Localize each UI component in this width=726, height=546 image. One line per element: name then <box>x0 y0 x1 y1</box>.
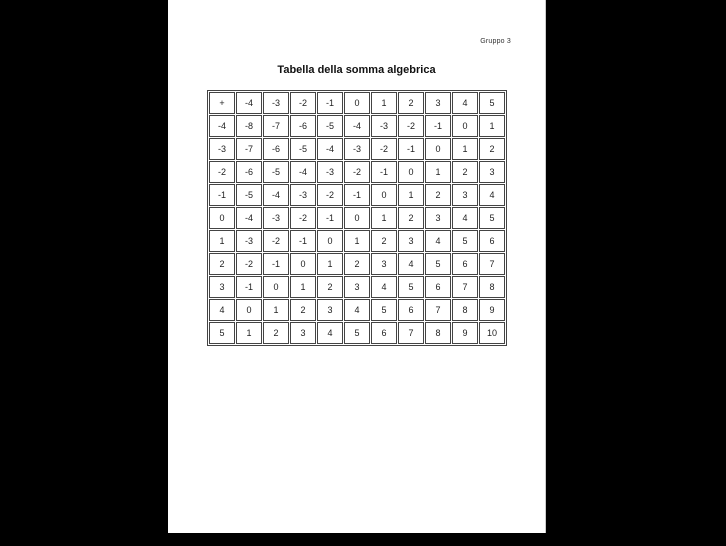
sum-cell: -6 <box>290 115 316 137</box>
sum-cell: 2 <box>452 161 478 183</box>
row-header-cell: 4 <box>209 299 235 321</box>
col-header-cell: -1 <box>317 92 343 114</box>
col-header-cell: 2 <box>398 92 424 114</box>
sum-cell: -7 <box>263 115 289 137</box>
table-row <box>209 322 505 344</box>
sum-cell: 0 <box>263 276 289 298</box>
sum-cell: 0 <box>398 161 424 183</box>
col-header-cell: -4 <box>236 92 262 114</box>
sum-cell: -2 <box>317 184 343 206</box>
sum-cell: 0 <box>344 207 370 229</box>
table-row <box>209 299 505 321</box>
sum-cell: -8 <box>236 115 262 137</box>
table-row <box>209 230 505 252</box>
sum-cell: -3 <box>290 184 316 206</box>
sum-cell: -4 <box>263 184 289 206</box>
sum-cell: 3 <box>317 299 343 321</box>
sum-cell: 9 <box>452 322 478 344</box>
sum-cell: 5 <box>425 253 451 275</box>
sum-cell: 4 <box>344 299 370 321</box>
sum-cell: 5 <box>398 276 424 298</box>
row-header-cell: -2 <box>209 161 235 183</box>
page-title: Tabella della somma algebrica <box>277 64 436 76</box>
sum-cell: 8 <box>425 322 451 344</box>
sum-cell: 3 <box>479 161 505 183</box>
row-header-cell: 3 <box>209 276 235 298</box>
sum-cell: -1 <box>290 230 316 252</box>
sum-cell: 9 <box>479 299 505 321</box>
sum-cell: 2 <box>479 138 505 160</box>
addition-table <box>207 90 507 346</box>
sum-cell: -3 <box>317 161 343 183</box>
sum-cell: 1 <box>371 207 397 229</box>
sum-cell: 2 <box>344 253 370 275</box>
sum-cell: -5 <box>290 138 316 160</box>
sum-cell: 7 <box>425 299 451 321</box>
col-header-cell: -3 <box>263 92 289 114</box>
sum-cell: 7 <box>479 253 505 275</box>
sum-cell: -6 <box>236 161 262 183</box>
addition-table-body <box>209 92 505 344</box>
table-header-row <box>209 92 505 114</box>
sum-cell: -5 <box>317 115 343 137</box>
sum-cell: 1 <box>290 276 316 298</box>
sum-cell: 3 <box>290 322 316 344</box>
sum-cell: 2 <box>425 184 451 206</box>
sum-cell: -1 <box>263 253 289 275</box>
sum-cell: 4 <box>371 276 397 298</box>
sum-cell: 2 <box>263 322 289 344</box>
sum-cell: 6 <box>398 299 424 321</box>
sum-cell: -1 <box>317 207 343 229</box>
corner-cell: + <box>209 92 235 114</box>
sum-cell: -3 <box>263 207 289 229</box>
sum-cell: -6 <box>263 138 289 160</box>
sum-cell: 2 <box>317 276 343 298</box>
sum-cell: 4 <box>398 253 424 275</box>
sum-cell: -3 <box>371 115 397 137</box>
sum-cell: 4 <box>479 184 505 206</box>
sum-cell: 6 <box>452 253 478 275</box>
sum-cell: 1 <box>425 161 451 183</box>
sum-cell: 1 <box>317 253 343 275</box>
sum-cell: -4 <box>344 115 370 137</box>
row-header-cell: 1 <box>209 230 235 252</box>
col-header-cell: 1 <box>371 92 397 114</box>
sum-cell: -1 <box>398 138 424 160</box>
sum-cell: 2 <box>290 299 316 321</box>
sum-cell: -3 <box>344 138 370 160</box>
sum-cell: 5 <box>452 230 478 252</box>
sum-cell: -2 <box>371 138 397 160</box>
row-header-cell: -3 <box>209 138 235 160</box>
sum-cell: 1 <box>344 230 370 252</box>
sum-cell: 0 <box>290 253 316 275</box>
sum-cell: -5 <box>236 184 262 206</box>
table-row <box>209 138 505 160</box>
sum-cell: 0 <box>236 299 262 321</box>
sum-cell: -2 <box>344 161 370 183</box>
sum-cell: -1 <box>236 276 262 298</box>
sum-cell: 5 <box>344 322 370 344</box>
row-header-cell: 2 <box>209 253 235 275</box>
sum-cell: 5 <box>371 299 397 321</box>
sum-cell: 4 <box>317 322 343 344</box>
sum-cell: 1 <box>263 299 289 321</box>
sum-cell: -4 <box>290 161 316 183</box>
sum-cell: 7 <box>398 322 424 344</box>
table-row <box>209 184 505 206</box>
col-header-cell: 5 <box>479 92 505 114</box>
sum-cell: -4 <box>236 207 262 229</box>
sum-cell: 6 <box>425 276 451 298</box>
sum-cell: 8 <box>452 299 478 321</box>
sum-cell: -1 <box>371 161 397 183</box>
sum-cell: 1 <box>236 322 262 344</box>
sum-cell: 3 <box>344 276 370 298</box>
sum-cell: 3 <box>425 207 451 229</box>
sum-cell: -1 <box>344 184 370 206</box>
sum-cell: 10 <box>479 322 505 344</box>
sum-cell: 3 <box>371 253 397 275</box>
sum-cell: 0 <box>452 115 478 137</box>
sum-cell: -4 <box>317 138 343 160</box>
sum-cell: 3 <box>398 230 424 252</box>
col-header-cell: 0 <box>344 92 370 114</box>
col-header-cell: -2 <box>290 92 316 114</box>
sum-cell: 4 <box>452 207 478 229</box>
sum-cell: -1 <box>425 115 451 137</box>
row-header-cell: -4 <box>209 115 235 137</box>
sum-cell: 1 <box>452 138 478 160</box>
col-header-cell: 4 <box>452 92 478 114</box>
row-header-cell: 5 <box>209 322 235 344</box>
sum-cell: 7 <box>452 276 478 298</box>
sum-cell: -5 <box>263 161 289 183</box>
sum-cell: 1 <box>398 184 424 206</box>
table-row <box>209 253 505 275</box>
sum-cell: -2 <box>236 253 262 275</box>
sum-cell: 2 <box>371 230 397 252</box>
sum-cell: 2 <box>398 207 424 229</box>
table-row <box>209 207 505 229</box>
sum-cell: 6 <box>371 322 397 344</box>
sum-cell: -2 <box>290 207 316 229</box>
sum-cell: 6 <box>479 230 505 252</box>
sum-cell: -3 <box>236 230 262 252</box>
sum-cell: 8 <box>479 276 505 298</box>
col-header-cell: 3 <box>425 92 451 114</box>
sum-cell: 1 <box>479 115 505 137</box>
sum-cell: 0 <box>371 184 397 206</box>
table-row <box>209 276 505 298</box>
sum-cell: -2 <box>263 230 289 252</box>
sum-cell: 3 <box>452 184 478 206</box>
document-page <box>168 0 546 533</box>
sum-cell: 0 <box>317 230 343 252</box>
sum-cell: 0 <box>425 138 451 160</box>
table-row <box>209 161 505 183</box>
sum-cell: -7 <box>236 138 262 160</box>
row-header-cell: 0 <box>209 207 235 229</box>
group-label: Gruppo 3 <box>480 38 511 45</box>
sum-cell: 5 <box>479 207 505 229</box>
sum-cell: 4 <box>425 230 451 252</box>
table-row <box>209 115 505 137</box>
sum-cell: -2 <box>398 115 424 137</box>
row-header-cell: -1 <box>209 184 235 206</box>
